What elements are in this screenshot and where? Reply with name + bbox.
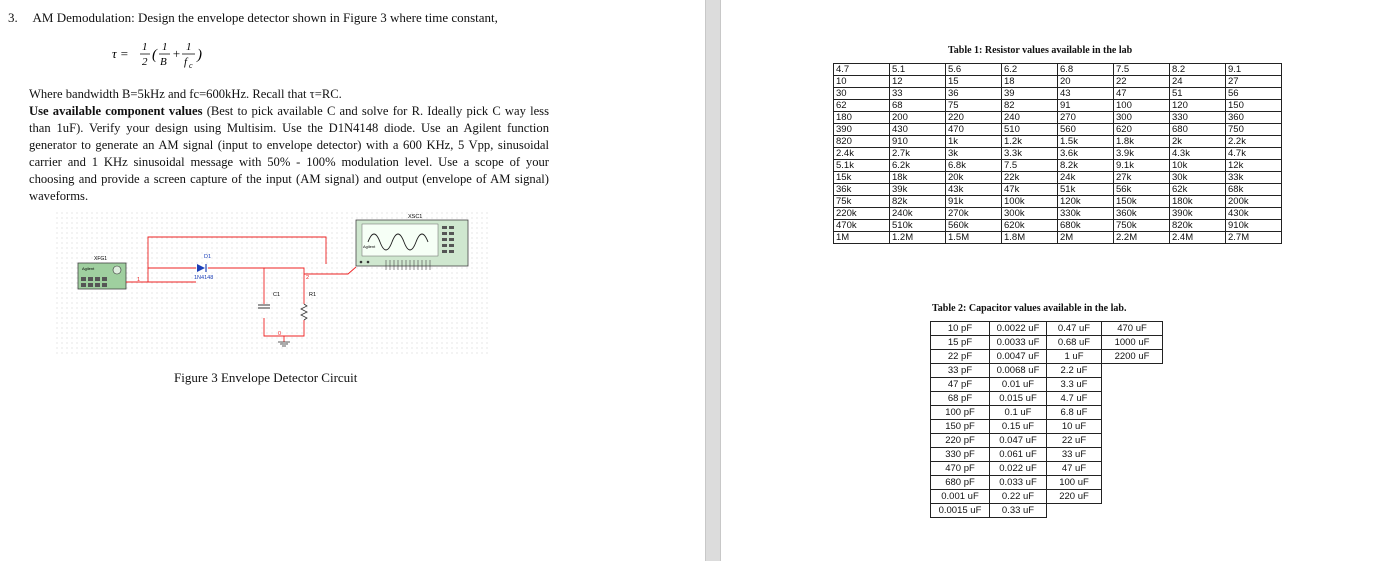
capacitor-value	[1102, 476, 1163, 490]
resistor-value: 5.6	[946, 64, 1002, 76]
resistor-value: 120k	[1058, 196, 1114, 208]
resistor-row	[834, 76, 1282, 88]
resistor-value: 4.7	[834, 64, 890, 76]
resistor-value: 1M	[834, 232, 890, 244]
resistor-value: 3.6k	[1058, 148, 1114, 160]
resistor-value: 270	[1058, 112, 1114, 124]
resistor-value: 150	[1226, 100, 1282, 112]
resistor-value: 5.1	[890, 64, 946, 76]
resistor-value: 100k	[1002, 196, 1058, 208]
figure-caption: Figure 3 Envelope Detector Circuit	[174, 370, 358, 385]
resistor-value: 62k	[1170, 184, 1226, 196]
capacitor-value: 1 uF	[1047, 350, 1102, 364]
resistor-value: 220k	[834, 208, 890, 220]
capacitor-value: 0.047 uF	[990, 434, 1047, 448]
capacitor-value: 0.033 uF	[990, 476, 1047, 490]
capacitor-value	[1102, 504, 1163, 518]
resistor-table	[833, 63, 1282, 244]
capacitor-value: 470 pF	[931, 462, 990, 476]
capacitor-value: 47 pF	[931, 378, 990, 392]
capacitor-value	[1102, 378, 1163, 392]
capacitor-value: 330 pF	[931, 448, 990, 462]
node-1-label: 1	[137, 277, 141, 283]
capacitor-row	[931, 406, 1163, 420]
capacitor-value: 2.2 uF	[1047, 364, 1102, 378]
capacitor-value	[1102, 364, 1163, 378]
capacitor-value: 220 pF	[931, 434, 990, 448]
capacitor-value: 4.7 uF	[1047, 392, 1102, 406]
page-divider	[705, 0, 721, 561]
resistor-value: 1.2M	[890, 232, 946, 244]
resistor-value: 33k	[1226, 172, 1282, 184]
capacitor-value: 68 pF	[931, 392, 990, 406]
resistor-value: 180k	[1170, 196, 1226, 208]
time-constant-formula	[112, 38, 222, 78]
resistor-value: 270k	[946, 208, 1002, 220]
table2-caption: Table 2: Capacitor values available in the lab.	[932, 303, 1127, 314]
resistor-value: 1.5k	[1058, 136, 1114, 148]
scope-label: XSC1	[408, 214, 423, 220]
resistor-value: 18	[1002, 76, 1058, 88]
resistor-value: 43k	[946, 184, 1002, 196]
resistor-value: 910k	[1226, 220, 1282, 232]
capacitor-row	[931, 336, 1163, 350]
resistor-value: 75	[946, 100, 1002, 112]
capacitor-row	[931, 504, 1163, 518]
resistor-value: 200	[890, 112, 946, 124]
capacitor-row	[931, 392, 1163, 406]
resistor-value: 1.5M	[946, 232, 1002, 244]
resistor-value: 750k	[1114, 220, 1170, 232]
resistor-row	[834, 160, 1282, 172]
resistor-value: 430k	[1226, 208, 1282, 220]
resistor-value: 3k	[946, 148, 1002, 160]
capacitor-value: 0.022 uF	[990, 462, 1047, 476]
resistor-row	[834, 208, 1282, 220]
capacitor-value: 0.1 uF	[990, 406, 1047, 420]
resistor-value: 240	[1002, 112, 1058, 124]
capacitor-value: 0.33 uF	[990, 504, 1047, 518]
capacitor-value	[1102, 462, 1163, 476]
capacitor-value: 22 pF	[931, 350, 990, 364]
resistor-value: 8.2k	[1058, 160, 1114, 172]
resistor-value: 2.2k	[1226, 136, 1282, 148]
capacitor-row	[931, 448, 1163, 462]
resistor-value: 8.2	[1170, 64, 1226, 76]
capacitor-value: 470 uF	[1102, 322, 1163, 336]
capacitor-value: 0.001 uF	[931, 490, 990, 504]
resistor-value: 560	[1058, 124, 1114, 136]
resistor-value: 680k	[1058, 220, 1114, 232]
resistor-value: 43	[1058, 88, 1114, 100]
resistor-value: 470	[946, 124, 1002, 136]
generator-agilent-label: Agilent	[82, 266, 95, 271]
resistor-value: 750	[1226, 124, 1282, 136]
capacitor-row	[931, 490, 1163, 504]
capacitor-value: 0.0047 uF	[990, 350, 1047, 364]
capacitor-value: 0.0022 uF	[990, 322, 1047, 336]
resistor-value: 510	[1002, 124, 1058, 136]
capacitor-value: 0.061 uF	[990, 448, 1047, 462]
resistor-value: 6.8	[1058, 64, 1114, 76]
resistor-value: 56k	[1114, 184, 1170, 196]
capacitor-value: 150 pF	[931, 420, 990, 434]
resistor-value: 680	[1170, 124, 1226, 136]
resistor-value: 240k	[890, 208, 946, 220]
resistor-value: 7.5	[1114, 64, 1170, 76]
resistor-value: 18k	[890, 172, 946, 184]
resistor-value: 6.2k	[890, 160, 946, 172]
formula-lhs: τ =	[112, 46, 129, 61]
resistor-value: 3.9k	[1114, 148, 1170, 160]
resistor-value: 620k	[1002, 220, 1058, 232]
capacitor-value: 0.015 uF	[990, 392, 1047, 406]
formula-inv-fc-den: f	[184, 56, 188, 68]
resistor-value: 2.4k	[834, 148, 890, 160]
capacitor-value	[1102, 490, 1163, 504]
capacitor-value	[1047, 504, 1102, 518]
capacitor-value: 0.15 uF	[990, 420, 1047, 434]
resistor-value: 7.5	[1002, 160, 1058, 172]
question-paragraph	[29, 103, 549, 205]
question-heading	[8, 10, 498, 26]
resistor-value: 82	[1002, 100, 1058, 112]
question-line1: Where bandwidth B=5kHz and fc=600kHz. Recall that τ=RC.	[29, 87, 342, 101]
capacitor-value: 6.8 uF	[1047, 406, 1102, 420]
resistor-value: 56	[1226, 88, 1282, 100]
capacitor-value: 3.3 uF	[1047, 378, 1102, 392]
table1-caption: Table 1: Resistor values available in the lab	[948, 45, 1133, 56]
resistor-value: 22k	[1002, 172, 1058, 184]
resistor-value: 430	[890, 124, 946, 136]
resistor-value: 24	[1170, 76, 1226, 88]
resistor-value: 390k	[1170, 208, 1226, 220]
diode-part: 1N4148	[194, 275, 214, 281]
generator-label: XFG1	[94, 256, 108, 262]
resistor-value: 1.8M	[1002, 232, 1058, 244]
resistor-value: 27k	[1114, 172, 1170, 184]
resistor-value: 1k	[946, 136, 1002, 148]
resistor-value: 51	[1170, 88, 1226, 100]
resistor-value: 6.2	[1002, 64, 1058, 76]
capacitor-row	[931, 350, 1163, 364]
capacitor-value: 220 uF	[1047, 490, 1102, 504]
capacitor-value: 33 pF	[931, 364, 990, 378]
capacitor-row	[931, 364, 1163, 378]
capacitor-ref: C1	[273, 292, 281, 298]
resistor-value: 68	[890, 100, 946, 112]
question-body-text: (Best to pick available C and solve for R. Ideally pick C way less than 1uF). Verify your design using Multisim. Use the D1N4148 diode. Use an Agilent function generator to generate an AM signal (input to envelope detector) with a 600 KHz, 5 Vpp, sinusoidal carrier and 1 KHz sinusoidal message with 50% - 100% modulation level. Use a scope of your choosing and provide a screen capture of the input (AM signal) and output (envelope of AM signal) waveforms.	[29, 104, 549, 203]
question-number: 3.	[8, 10, 18, 25]
resistor-value: 51k	[1058, 184, 1114, 196]
formula-open-paren: (	[152, 47, 157, 63]
resistor-value: 47k	[1002, 184, 1058, 196]
resistor-value: 91k	[946, 196, 1002, 208]
capacitor-row	[931, 462, 1163, 476]
resistor-row	[834, 148, 1282, 160]
capacitor-value: 22 uF	[1047, 434, 1102, 448]
capacitor-value: 0.68 uF	[1047, 336, 1102, 350]
capacitor-value: 100 pF	[931, 406, 990, 420]
capacitor-value: 2200 uF	[1102, 350, 1163, 364]
resistor-value: 220	[946, 112, 1002, 124]
resistor-value: 100	[1114, 100, 1170, 112]
resistor-value: 4.3k	[1170, 148, 1226, 160]
capacitor-row	[931, 378, 1163, 392]
resistor-row	[834, 196, 1282, 208]
resistor-value: 330k	[1058, 208, 1114, 220]
capacitor-row	[931, 476, 1163, 490]
capacitor-value: 0.47 uF	[1047, 322, 1102, 336]
capacitor-value	[1102, 448, 1163, 462]
resistor-value: 12	[890, 76, 946, 88]
resistor-value: 20	[1058, 76, 1114, 88]
node-0-label: 0	[278, 331, 282, 337]
resistor-value: 200k	[1226, 196, 1282, 208]
resistor-value: 30	[834, 88, 890, 100]
capacitor-value: 0.0068 uF	[990, 364, 1047, 378]
capacitor-value: 0.22 uF	[990, 490, 1047, 504]
envelope-detector-circuit	[56, 212, 488, 357]
resistor-value: 30k	[1170, 172, 1226, 184]
resistor-value: 620	[1114, 124, 1170, 136]
scope-agilent-label: Agilent	[363, 244, 376, 249]
capacitor-row	[931, 322, 1163, 336]
resistor-value: 10k	[1170, 160, 1226, 172]
resistor-row	[834, 136, 1282, 148]
resistor-value: 560k	[946, 220, 1002, 232]
resistor-value: 360k	[1114, 208, 1170, 220]
resistor-value: 470k	[834, 220, 890, 232]
resistor-value: 9.1	[1226, 64, 1282, 76]
resistor-value: 120	[1170, 100, 1226, 112]
resistor-value: 2M	[1058, 232, 1114, 244]
formula-plus: +	[172, 46, 181, 61]
formula-close-paren: )	[197, 47, 202, 63]
resistor-value: 39k	[890, 184, 946, 196]
capacitor-value	[1102, 420, 1163, 434]
resistor-value: 47	[1114, 88, 1170, 100]
resistor-value: 150k	[1114, 196, 1170, 208]
resistor-value: 2.7k	[890, 148, 946, 160]
resistor-value: 15	[946, 76, 1002, 88]
formula-inv-b-den: B	[160, 56, 167, 68]
resistor-value: 180	[834, 112, 890, 124]
resistor-value: 910	[890, 136, 946, 148]
resistor-value: 390	[834, 124, 890, 136]
resistor-row	[834, 232, 1282, 244]
diode-ref: D1	[204, 254, 212, 260]
resistor-value: 510k	[890, 220, 946, 232]
resistor-row	[834, 64, 1282, 76]
capacitor-value: 33 uF	[1047, 448, 1102, 462]
formula-inv-b-num: 1	[162, 41, 168, 53]
resistor-value: 330	[1170, 112, 1226, 124]
resistor-value: 12k	[1226, 160, 1282, 172]
capacitor-value: 10 uF	[1047, 420, 1102, 434]
resistor-value: 360	[1226, 112, 1282, 124]
capacitor-value: 0.0015 uF	[931, 504, 990, 518]
resistor-value: 75k	[834, 196, 890, 208]
resistor-row	[834, 88, 1282, 100]
oscilloscope-xsc1	[356, 214, 468, 270]
question-title: AM Demodulation: Design the envelope detector shown in Figure 3 where time constant,	[32, 10, 498, 25]
resistor-value: 36k	[834, 184, 890, 196]
resistor-value: 36	[946, 88, 1002, 100]
resistor-value: 2.4M	[1170, 232, 1226, 244]
capacitor-row	[931, 434, 1163, 448]
resistor-value: 62	[834, 100, 890, 112]
capacitor-value: 680 pF	[931, 476, 990, 490]
resistor-value: 10	[834, 76, 890, 88]
resistor-value: 24k	[1058, 172, 1114, 184]
resistor-value: 2.7M	[1226, 232, 1282, 244]
resistor-value: 300k	[1002, 208, 1058, 220]
capacitor-value: 0.0033 uF	[990, 336, 1047, 350]
capacitor-value	[1102, 406, 1163, 420]
capacitor-value: 0.01 uF	[990, 378, 1047, 392]
resistor-row	[834, 184, 1282, 196]
resistor-row	[834, 172, 1282, 184]
resistor-value: 300	[1114, 112, 1170, 124]
resistor-value: 68k	[1226, 184, 1282, 196]
capacitor-value: 1000 uF	[1102, 336, 1163, 350]
capacitor-row	[931, 420, 1163, 434]
resistor-value: 20k	[946, 172, 1002, 184]
capacitor-value	[1102, 434, 1163, 448]
formula-inv-fc-num: 1	[186, 41, 192, 53]
capacitor-value: 47 uF	[1047, 462, 1102, 476]
resistor-value: 2.2M	[1114, 232, 1170, 244]
resistor-value: 3.3k	[1002, 148, 1058, 160]
resistor-value: 5.1k	[834, 160, 890, 172]
resistor-value: 82k	[890, 196, 946, 208]
resistor-value: 1.8k	[1114, 136, 1170, 148]
capacitor-value: 10 pF	[931, 322, 990, 336]
resistor-row	[834, 112, 1282, 124]
resistor-value: 820	[834, 136, 890, 148]
resistor-value: 33	[890, 88, 946, 100]
resistor-ref: R1	[309, 292, 317, 298]
node-2-label: 2	[306, 275, 310, 281]
formula-inv-fc-sub: c	[189, 61, 193, 70]
resistor-value: 4.7k	[1226, 148, 1282, 160]
capacitor-value	[1102, 392, 1163, 406]
question-body	[29, 86, 549, 205]
capacitor-table	[930, 321, 1163, 518]
capacitor-value: 100 uF	[1047, 476, 1102, 490]
formula-half-den: 2	[142, 56, 148, 68]
resistor-value: 6.8k	[946, 160, 1002, 172]
resistor-value: 22	[1114, 76, 1170, 88]
resistor-value: 27	[1226, 76, 1282, 88]
resistor-value: 1.2k	[1002, 136, 1058, 148]
resistor-row	[834, 124, 1282, 136]
resistor-value: 15k	[834, 172, 890, 184]
question-bold-lead: Use available component values	[29, 104, 203, 118]
resistor-value: 820k	[1170, 220, 1226, 232]
resistor-row	[834, 220, 1282, 232]
capacitor-value: 15 pF	[931, 336, 990, 350]
formula-half-num: 1	[142, 41, 148, 53]
resistor-value: 2k	[1170, 136, 1226, 148]
resistor-row	[834, 100, 1282, 112]
resistor-value: 9.1k	[1114, 160, 1170, 172]
resistor-value: 39	[1002, 88, 1058, 100]
resistor-value: 91	[1058, 100, 1114, 112]
